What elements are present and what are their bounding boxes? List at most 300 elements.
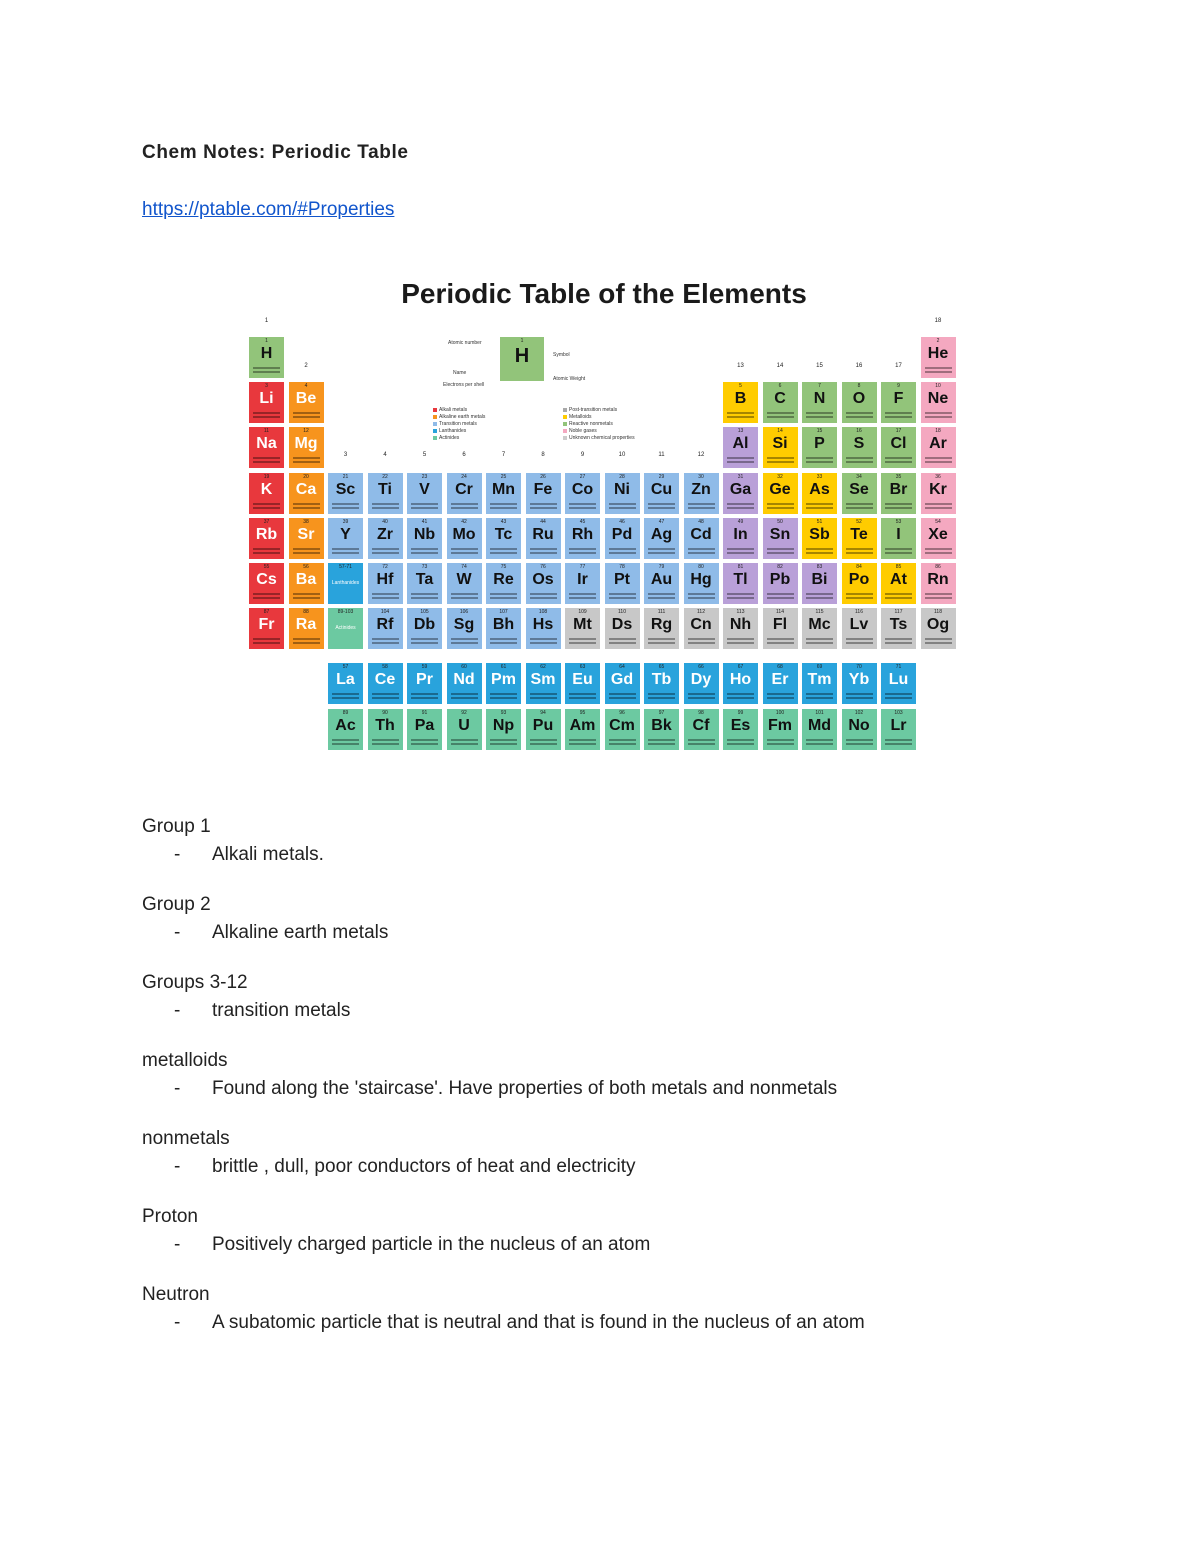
element-cell-rn <box>920 562 957 605</box>
element-detail-text <box>648 743 675 745</box>
element-cell-lv <box>841 607 878 650</box>
element-symbol: Fl <box>772 616 788 634</box>
group-label: 16 <box>855 363 863 370</box>
note-section <box>142 1281 1102 1337</box>
note-section <box>142 891 1102 947</box>
element-cell-sg <box>446 607 483 650</box>
element-cell-nb <box>406 517 443 560</box>
element-detail-text <box>293 507 320 509</box>
element-detail-text <box>925 638 952 640</box>
element-detail-text <box>727 597 754 599</box>
element-cell-v <box>406 472 443 515</box>
element-symbol: Cf <box>692 716 710 734</box>
element-cell-cl <box>880 426 917 469</box>
element-detail-text <box>293 597 320 599</box>
legend-swatch <box>563 408 567 412</box>
element-cell-be <box>288 381 325 424</box>
element-number: 70 <box>856 664 862 671</box>
element-number: 21 <box>342 473 349 480</box>
element-number: 97 <box>658 709 665 716</box>
element-cell-w <box>446 562 483 605</box>
element-cell-sc <box>327 472 364 515</box>
bullet-dash: - <box>174 844 181 865</box>
element-number: 20 <box>303 473 309 480</box>
element-number: 91 <box>421 709 428 716</box>
element-detail-text <box>609 548 636 550</box>
element-detail-text <box>846 642 873 644</box>
element-symbol: Sr <box>297 525 315 543</box>
element-number: 4 <box>304 383 308 390</box>
element-detail-text <box>372 638 399 640</box>
element-detail-text <box>767 503 794 505</box>
element-number: 73 <box>421 564 428 570</box>
element-cell-bi <box>801 562 838 605</box>
element-number: 17 <box>895 428 902 435</box>
element-detail-text <box>727 507 754 509</box>
element-detail-text <box>490 743 517 745</box>
element-detail-text <box>925 503 952 505</box>
legend-label: Actinides <box>439 435 460 441</box>
bullet-text: Positively charged particle in the nucleus of an atom <box>212 1234 651 1255</box>
key-element-cell <box>499 336 545 382</box>
group-label: 3 <box>343 451 348 458</box>
element-detail-text <box>767 461 794 463</box>
element-number: 55 <box>263 564 270 570</box>
group-label: 12 <box>697 451 705 458</box>
element-detail-text <box>569 693 596 695</box>
bullet-text: Alkaline earth metals <box>212 922 389 943</box>
element-cell-mt <box>564 607 601 650</box>
element-number: 53 <box>895 518 902 525</box>
element-number: 30 <box>698 473 704 480</box>
element-symbol: Sn <box>769 525 791 543</box>
element-detail-text <box>688 743 715 745</box>
element-detail-text <box>648 642 675 644</box>
element-detail-text <box>609 597 636 599</box>
note-section <box>142 1125 1102 1181</box>
element-detail-text <box>569 507 596 509</box>
element-symbol: Pu <box>532 716 554 734</box>
element-detail-text <box>609 593 636 595</box>
element-symbol: Si <box>772 435 788 453</box>
element-detail-text <box>727 638 754 640</box>
element-detail-text <box>806 597 833 599</box>
element-detail-text <box>885 593 912 595</box>
element-detail-text <box>372 507 399 509</box>
element-detail-text <box>253 503 280 505</box>
element-detail-text <box>885 503 912 505</box>
element-detail-text <box>609 743 636 745</box>
element-detail-text <box>688 548 715 550</box>
element-detail-text <box>411 552 438 554</box>
element-cell-k <box>248 472 285 515</box>
element-detail-text <box>925 371 952 373</box>
element-cell-ce <box>367 662 404 705</box>
element-detail-text <box>885 743 912 745</box>
element-number: 77 <box>579 564 586 570</box>
element-detail-text <box>885 412 912 414</box>
element-symbol: Ti <box>378 480 392 498</box>
element-cell-pu <box>525 708 562 751</box>
element-number: 33 <box>816 473 823 480</box>
element-detail-text <box>806 593 833 595</box>
element-detail-text <box>332 743 359 745</box>
element-cell-cn <box>683 607 720 650</box>
ptable-link[interactable]: https://ptable.com/#Properties <box>142 199 395 220</box>
element-number: 48 <box>698 518 704 525</box>
element-symbol: Sc <box>335 480 356 498</box>
element-detail-text <box>332 552 359 554</box>
element-detail-text <box>648 507 675 509</box>
element-detail-text <box>253 548 280 550</box>
element-detail-text <box>806 743 833 745</box>
element-cell-mg <box>288 426 325 469</box>
element-symbol: Ts <box>889 616 908 634</box>
element-symbol: Hf <box>376 571 394 588</box>
element-number: 25 <box>500 473 507 480</box>
element-number: 105 <box>420 609 429 616</box>
element-number: 71 <box>895 664 902 671</box>
note-section <box>142 969 1102 1025</box>
element-cell-fe <box>525 472 562 515</box>
element-cell-ta <box>406 562 443 605</box>
element-cell-tl <box>722 562 759 605</box>
legend-label: Alkaline earth metals <box>439 414 486 420</box>
element-symbol: Np <box>492 716 515 734</box>
element-symbol: Am <box>569 716 596 734</box>
element-detail-text <box>372 593 399 595</box>
element-detail-text <box>530 739 557 741</box>
element-detail-text <box>372 697 399 699</box>
element-cell-mo <box>446 517 483 560</box>
element-cell-pm <box>485 662 522 705</box>
element-detail-text <box>648 503 675 505</box>
element-detail-text <box>648 693 675 695</box>
element-detail-text <box>846 597 873 599</box>
element-detail-text <box>411 743 438 745</box>
element-cell-si <box>762 426 799 469</box>
element-detail-text <box>767 457 794 459</box>
element-number: 114 <box>776 609 784 616</box>
element-detail-text <box>451 739 478 741</box>
group-label: 8 <box>541 451 545 458</box>
element-detail-text <box>530 503 557 505</box>
element-detail-text <box>530 638 557 640</box>
element-detail-text <box>530 743 557 745</box>
element-number: 104 <box>380 609 390 616</box>
element-symbol: Br <box>889 480 908 498</box>
element-number: 7 <box>818 383 821 390</box>
periodic-table-title: Periodic Table of the Elements <box>401 278 807 309</box>
legend-swatch <box>563 436 567 440</box>
element-detail-text <box>885 642 912 644</box>
element-number: 57 <box>342 664 349 671</box>
element-cell-gd <box>604 662 641 705</box>
element-cell-eu <box>564 662 601 705</box>
element-cell-fm <box>762 708 799 751</box>
element-symbol: Cl <box>890 435 907 453</box>
element-cell-pr <box>406 662 443 705</box>
element-cell-sm <box>525 662 562 705</box>
element-detail-text <box>767 597 794 599</box>
element-symbol: Rh <box>571 525 594 543</box>
element-symbol: Mo <box>452 525 476 543</box>
element-detail-text <box>451 697 478 699</box>
document-title: Chem Notes: Periodic Table <box>142 142 409 163</box>
element-number: 78 <box>619 564 625 570</box>
note-heading: metalloids <box>142 1050 228 1071</box>
legend-label: Transition metals <box>439 421 477 427</box>
element-detail-text <box>609 739 636 741</box>
element-detail-text <box>490 638 517 640</box>
group-label: 9 <box>580 451 585 458</box>
element-detail-text <box>846 507 873 509</box>
group-label: 15 <box>816 363 823 370</box>
element-detail-text <box>806 507 833 509</box>
element-symbol: Hs <box>532 616 554 634</box>
element-detail-text <box>846 457 873 459</box>
element-detail-text <box>727 697 754 699</box>
element-detail-text <box>490 548 517 550</box>
element-detail-text <box>332 697 359 699</box>
element-symbol: Ra <box>295 616 317 634</box>
element-number: 106 <box>459 609 469 616</box>
element-number: 14 <box>777 428 783 435</box>
element-detail-text <box>253 416 280 418</box>
element-detail-text <box>609 552 636 554</box>
element-detail-text <box>885 739 912 741</box>
element-number: 66 <box>698 664 704 671</box>
element-symbol: C <box>774 390 786 408</box>
element-cell-f <box>880 381 917 424</box>
element-detail-text <box>332 739 359 741</box>
element-detail-text <box>727 593 754 595</box>
note-heading: nonmetals <box>142 1128 230 1149</box>
element-symbol: Rf <box>376 616 394 634</box>
element-symbol: Tm <box>807 671 832 689</box>
element-number: 96 <box>619 709 625 716</box>
element-symbol: Tb <box>651 671 672 689</box>
element-detail-text <box>885 693 912 695</box>
element-number: 41 <box>421 518 428 525</box>
element-detail-text <box>727 552 754 554</box>
element-detail-text <box>648 697 675 699</box>
element-detail-text <box>846 412 873 414</box>
legend-label: Unknown chemical properties <box>569 435 635 441</box>
element-cell-i <box>880 517 917 560</box>
element-number: 52 <box>856 518 862 525</box>
element-number: 57-71 <box>339 564 352 570</box>
element-symbol: Zr <box>377 525 393 543</box>
element-symbol: Na <box>256 435 277 453</box>
element-number: 90 <box>382 709 388 716</box>
bullet-dash: - <box>174 922 181 943</box>
element-cell-ba <box>288 562 325 605</box>
element-cell-ar <box>920 426 957 469</box>
element-number: 8 <box>857 383 861 390</box>
element-detail-text <box>885 416 912 418</box>
element-number: 13 <box>737 428 744 435</box>
element-number: 47 <box>658 518 665 525</box>
element-range-label: Lanthanides <box>331 580 360 586</box>
element-detail-text <box>727 743 754 745</box>
element-detail-text <box>806 461 833 463</box>
element-number: 76 <box>540 564 546 570</box>
element-detail-text <box>846 593 873 595</box>
element-cell-br <box>880 472 917 515</box>
element-symbol: Ac <box>335 716 356 734</box>
element-symbol: As <box>809 480 830 498</box>
element-cell-og <box>920 607 957 650</box>
element-number: 72 <box>382 564 388 570</box>
element-number: 59 <box>421 664 428 671</box>
element-number: 87 <box>263 609 270 616</box>
element-detail-text <box>411 548 438 550</box>
element-number: 22 <box>382 473 388 480</box>
element-symbol: W <box>456 571 472 588</box>
element-symbol: Gd <box>610 671 634 689</box>
legend-swatch <box>563 422 567 426</box>
element-detail-text <box>806 548 833 550</box>
element-cell-actinides <box>327 607 364 650</box>
element-number: 44 <box>540 518 546 525</box>
note-bullet <box>142 1075 1102 1103</box>
element-cell-au <box>643 562 680 605</box>
element-number: 89 <box>342 709 349 716</box>
element-symbol: Cn <box>690 616 712 634</box>
element-detail-text <box>372 548 399 550</box>
element-cell-rh <box>564 517 601 560</box>
element-number: 79 <box>658 564 665 570</box>
element-detail-text <box>411 697 438 699</box>
element-number: 110 <box>618 609 626 616</box>
element-detail-text <box>846 503 873 505</box>
element-cell-sb <box>801 517 838 560</box>
group-label: 5 <box>422 451 427 458</box>
element-symbol: Fr <box>258 616 275 634</box>
group-label: 4 <box>383 451 387 458</box>
element-number: 65 <box>658 664 665 671</box>
element-number: 75 <box>500 564 507 570</box>
note-heading: Neutron <box>142 1284 210 1305</box>
element-symbol: Sg <box>453 616 475 634</box>
element-cell-nh <box>722 607 759 650</box>
element-detail-text <box>530 548 557 550</box>
element-detail-text <box>253 371 280 373</box>
element-number: 36 <box>935 473 941 480</box>
element-detail-text <box>767 642 794 644</box>
element-number: 5 <box>739 383 742 390</box>
element-detail-text <box>411 739 438 741</box>
element-detail-text <box>451 743 478 745</box>
element-cell-co <box>564 472 601 515</box>
element-cell-ru <box>525 517 562 560</box>
element-detail-text <box>530 693 557 695</box>
element-detail-text <box>885 638 912 640</box>
element-number: 43 <box>500 518 507 525</box>
element-detail-text <box>609 697 636 699</box>
element-number: 74 <box>461 564 467 570</box>
element-number: 89-103 <box>337 609 354 616</box>
element-symbol: Lr <box>890 716 907 734</box>
element-symbol: Ca <box>295 480 317 498</box>
bullet-text: A subatomic particle that is neutral and that is found in the nucleus of an atom <box>212 1312 865 1333</box>
element-detail-text <box>293 548 320 550</box>
note-bullet <box>142 841 1102 869</box>
legend-swatch <box>433 415 437 419</box>
group-label: 2 <box>304 363 308 370</box>
element-cell-fl <box>762 607 799 650</box>
element-detail-text <box>727 457 754 459</box>
element-number: 40 <box>382 518 388 525</box>
element-cell-cm <box>604 708 641 751</box>
legend-item <box>563 435 635 441</box>
element-number: 62 <box>540 664 546 671</box>
element-detail-text <box>569 697 596 699</box>
legend-item <box>433 421 477 427</box>
note-section <box>142 813 1102 869</box>
element-detail-text <box>609 503 636 505</box>
bullet-dash: - <box>174 1000 181 1021</box>
element-number: 67 <box>737 664 744 671</box>
element-number: 32 <box>777 473 783 480</box>
element-detail-text <box>569 743 596 745</box>
element-detail-text <box>767 739 794 741</box>
element-number: 34 <box>856 473 862 480</box>
element-number: 50 <box>777 518 783 525</box>
element-detail-text <box>253 412 280 414</box>
note-heading: Groups 3-12 <box>142 972 248 993</box>
legend-item <box>563 428 597 434</box>
note-heading: Proton <box>142 1206 198 1227</box>
element-number: 46 <box>619 518 625 525</box>
element-symbol: Kr <box>929 480 947 498</box>
element-detail-text <box>727 693 754 695</box>
element-symbol: N <box>813 390 826 408</box>
element-number: 51 <box>816 518 823 525</box>
element-number: 61 <box>500 664 507 671</box>
element-detail-text <box>530 507 557 509</box>
element-symbol: Y <box>340 525 351 543</box>
element-symbol: Rn <box>927 571 949 588</box>
element-cell-dy <box>683 662 720 705</box>
element-symbol: F <box>893 390 904 408</box>
element-cell-th <box>367 708 404 751</box>
notes-list <box>142 813 1102 1359</box>
annotation-atomic-weight: Atomic Weight <box>553 376 586 382</box>
element-detail-text <box>411 507 438 509</box>
element-detail-text <box>253 507 280 509</box>
element-detail-text <box>727 461 754 463</box>
element-detail-text <box>372 597 399 599</box>
element-symbol: B <box>734 390 747 408</box>
element-number: 26 <box>540 473 546 480</box>
element-cell-li <box>248 381 285 424</box>
note-bullet <box>142 1309 1102 1337</box>
element-range-label: Actinides <box>335 625 356 632</box>
element-cell-ho <box>722 662 759 705</box>
bullet-text: transition metals <box>212 1000 351 1021</box>
element-detail-text <box>688 593 715 595</box>
element-cell-kr <box>920 472 957 515</box>
element-cell-o <box>841 381 878 424</box>
group-label: 10 <box>618 451 626 458</box>
element-number: 18 <box>935 428 941 435</box>
element-symbol: At <box>890 571 907 588</box>
bullet-dash: - <box>174 1234 181 1255</box>
legend-label: Lanthanides <box>439 428 467 434</box>
element-detail-text <box>925 552 952 554</box>
